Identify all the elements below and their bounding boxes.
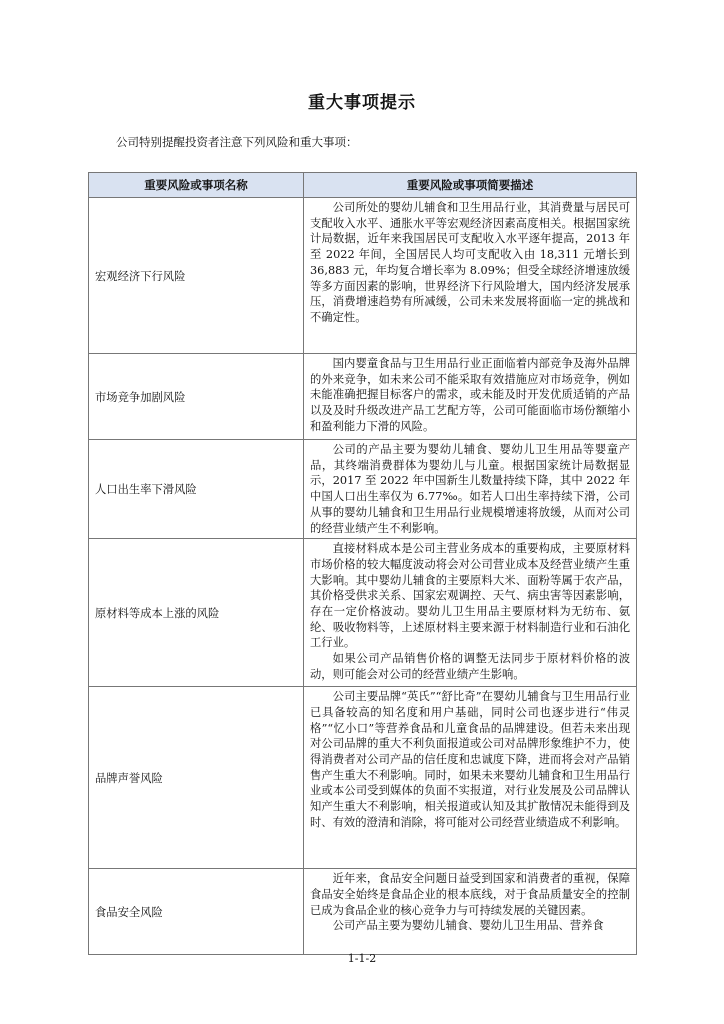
- description-paragraph: 直接材料成本是公司主营业务成本的重要构成，主要原材料市场价格的较大幅度波动将会对公司营业成本及经营业绩产生重大影响。其中婴幼儿辅食的主要原料大米、面粉等属于农产品，其价格受供求关系、国家宏观调控、天气、病虫害等因素影响，存在一定价格波动。婴幼儿卫生用品主要原材料为无纺布、氨纶、吸收物料等，上述原材料主要来源于材料制造行业和石油化工行业。: [310, 542, 630, 650]
- table-row: [89, 198, 637, 354]
- table-row: [89, 354, 637, 440]
- table-row: [89, 687, 637, 869]
- description-paragraph: 公司主要品牌“英氏”“舒比奇”在婴幼儿辅食与卫生用品行业已具备较高的知名度和用户基础，同时公司也逐步进行“伟灵格”“忆小口”等营养食品和儿童食品的品牌建设。但若未来出现对公司品牌的重大不利负面报道或公司对品牌形象维护不力，使得消费者对公司产品的信任度和忠诚度下降，进而将会对产品销售产生重大不利影响。同时，如果未来婴幼儿辅食和卫生用品行业或本公司受到媒体的负面不实报道，对行业发展及公司品牌认知产生重大不利影响，相关报道或认知及其扩散情况未能得到及时、有效的澄清和消除，将可能对公司经营业绩造成不利影响。: [310, 690, 630, 829]
- risk-name: 市场竞争加剧风险: [89, 354, 304, 440]
- description-paragraph: 公司所处的婴幼儿辅食和卫生用品行业，其消费量与居民可支配收入水平、通胀水平等宏观经济因素高度相关。根据国家统计局数据，近年来我国居民可支配收入水平逐年提高，2013 年至 2022 年间，全国居民人均可支配收入由 18,311 元增长到 36,883 元，年均复合增长率为 8.09%；但受全球经济增速放缓等多方面因素的影响，世界经济下行风险增大，国内经济发展承压，消费增速趋势有所减缓，公司未来发展将面临一定的挑战和不确定性。: [310, 201, 630, 324]
- risk-description: [304, 198, 637, 354]
- risk-description: [304, 354, 637, 440]
- intro-text: 公司特别提醒投资者注意下列风险和重大事项：: [116, 135, 358, 149]
- description-paragraph: 公司的产品主要为婴幼儿辅食、婴幼儿卫生用品等婴童产品，其终端消费群体为婴幼儿与儿童。根据国家统计局数据显示，2017 至 2022 年中国新生儿数量持续下降，其中 2022 年中国人口出生率仅为 6.77‰。如若人口出生率持续下滑，公司从事的婴幼儿辅食和卫生用品行业规模增速将放缓，从而对公司的经营业绩产生不利影响。: [310, 443, 630, 535]
- table-row: [89, 539, 637, 687]
- column-header-name: 重要风险或事项名称: [89, 173, 304, 198]
- table-header-row: [89, 173, 637, 198]
- risk-name: 食品安全风险: [89, 869, 304, 955]
- risk-name: 宏观经济下行风险: [89, 198, 304, 354]
- risk-description: [304, 539, 637, 687]
- description-paragraph: 如果公司产品销售价格的调整无法同步于原材料价格的波动，则可能会对公司的经营业绩产生影响。: [310, 652, 630, 681]
- risk-table: [88, 172, 637, 955]
- risk-name: 人口出生率下滑风险: [89, 440, 304, 539]
- description-paragraph: 近年来，食品安全问题日益受到国家和消费者的重视，保障食品安全始终是食品企业的根本底线，对于食品质量安全的控制已成为食品企业的核心竞争力与可持续发展的关键因素。: [310, 872, 630, 917]
- table-row: [89, 440, 637, 539]
- risk-description: [304, 440, 637, 539]
- page-title: 重大事项提示: [308, 93, 416, 113]
- risk-name: 品牌声誉风险: [89, 687, 304, 869]
- column-header-description: 重要风险或事项简要描述: [304, 173, 637, 198]
- risk-description: [304, 869, 637, 955]
- page-number: 1-1-2: [347, 952, 377, 965]
- description-paragraph: 公司产品主要为婴幼儿辅食、婴幼儿卫生用品、营养食: [332, 919, 604, 933]
- risk-description: [304, 687, 637, 869]
- table-row: [89, 869, 637, 955]
- risk-name: 原材料等成本上涨的风险: [89, 539, 304, 687]
- description-paragraph: 国内婴童食品与卫生用品行业正面临着内部竞争及海外品牌的外来竞争，如未来公司不能采取有效措施应对市场竞争，例如未能准确把握目标客户的需求，或未能及时开发优质适销的产品以及及时升级改进产品工艺配方等，公司可能面临市场份额缩小和盈利能力下滑的风险。: [310, 357, 630, 433]
